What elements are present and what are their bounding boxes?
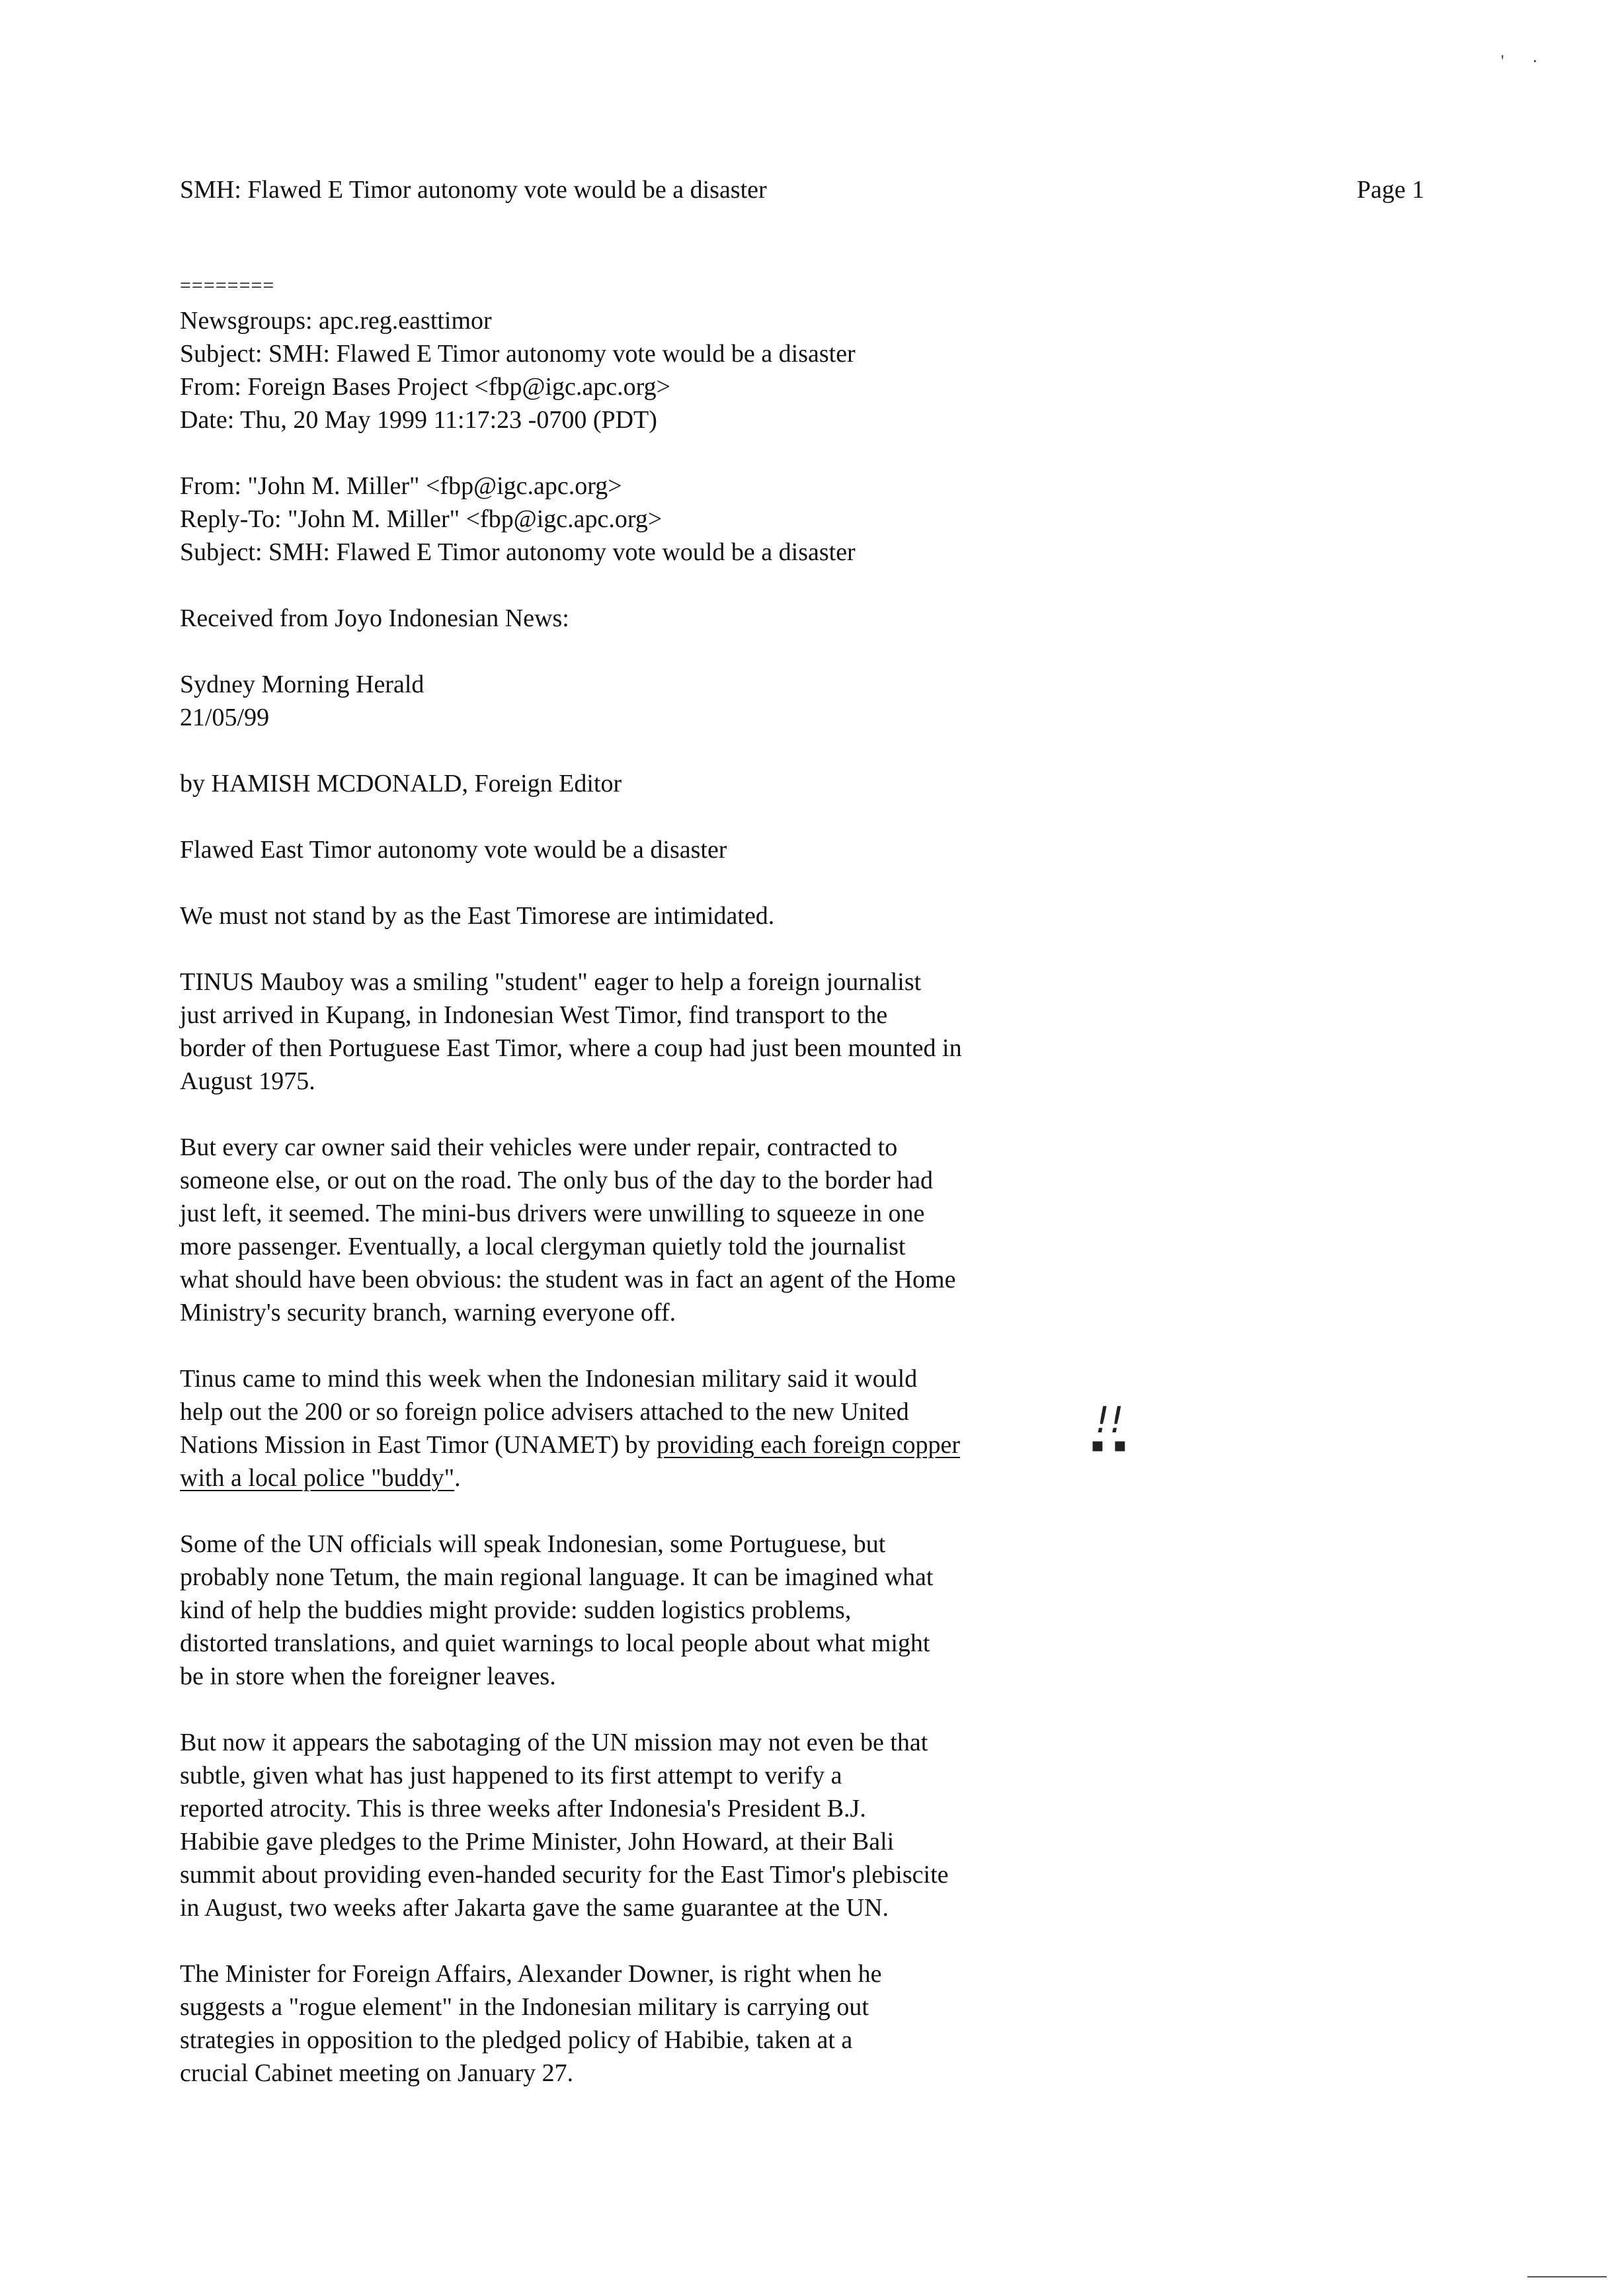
paragraph-line: just arrived in Kupang, in Indonesian West Timor, find transport to the bbox=[180, 1001, 888, 1029]
paragraph-1 bbox=[180, 965, 1264, 1098]
paragraph-line: summit about providing even-handed security for the East Timor's plebiscite bbox=[180, 1861, 949, 1889]
paragraph-line: kind of help the buddies might provide: sudden logistics problems, bbox=[180, 1596, 852, 1624]
paragraph-text: . bbox=[454, 1464, 461, 1492]
header-newsgroups: Newsgroups: apc.reg.easttimor bbox=[180, 307, 492, 335]
spacer bbox=[180, 569, 1264, 602]
forwarded-headers bbox=[180, 470, 1264, 569]
spacer bbox=[180, 1495, 1264, 1528]
paragraph-line: distorted translations, and quiet warnings to local people about what might bbox=[180, 1629, 930, 1657]
newsgroup-headers bbox=[180, 304, 1264, 436]
forwarded-subject: Subject: SMH: Flawed E Timor autonomy vote would be a disaster bbox=[180, 538, 856, 566]
paragraph-line: crucial Cabinet meeting on January 27. bbox=[180, 2059, 574, 2087]
page-header-title: SMH: Flawed E Timor autonomy vote would be a disaster bbox=[180, 176, 767, 204]
spacer bbox=[180, 1329, 1264, 1362]
source-date: 21/05/99 bbox=[180, 704, 270, 731]
header-separator: ======== bbox=[180, 274, 275, 296]
paragraph-line: Ministry's security branch, warning everyone off. bbox=[180, 1299, 676, 1327]
handwritten-margin-mark bbox=[1090, 1399, 1129, 1457]
underlined-phrase: with a local police "buddy" bbox=[180, 1464, 455, 1492]
paragraph-line: suggests a "rogue element" in the Indonesian military is carrying out bbox=[180, 1993, 869, 2021]
paragraph-text: Nations Mission in East Timor (UNAMET) by bbox=[180, 1431, 657, 1459]
forwarded-from: From: "John M. Miller" <fbp@igc.apc.org> bbox=[180, 472, 622, 500]
paragraph-line: Some of the UN officials will speak Indonesian, some Portuguese, but bbox=[180, 1530, 886, 1558]
footer-rule bbox=[1527, 2276, 1607, 2277]
paragraph-line bbox=[180, 1461, 1264, 1495]
forwarded-reply-to: Reply-To: "John M. Miller" <fbp@igc.apc.org> bbox=[180, 505, 663, 533]
underlined-phrase: providing each foreign copper bbox=[656, 1431, 960, 1459]
paragraph-line: But now it appears the sabotaging of the UN mission may not even be that bbox=[180, 1729, 928, 1756]
header-subject: Subject: SMH: Flawed E Timor autonomy vote would be a disaster bbox=[180, 340, 856, 368]
page-number: Page 1 bbox=[1357, 176, 1425, 204]
paragraph-5 bbox=[180, 1726, 1264, 1924]
paragraph-line: what should have been obvious: the student was in fact an agent of the Home bbox=[180, 1266, 956, 1293]
paragraph-4 bbox=[180, 1528, 1264, 1693]
spacer bbox=[180, 800, 1264, 833]
article-headline: Flawed East Timor autonomy vote would be a disaster bbox=[180, 836, 727, 864]
source-publication: Sydney Morning Herald bbox=[180, 671, 424, 698]
spacer bbox=[180, 1693, 1264, 1726]
paragraph-line: help out the 200 or so foreign police advisers attached to the new United bbox=[180, 1398, 909, 1426]
paragraph-line: Tinus came to mind this week when the Indonesian military said it would bbox=[180, 1365, 918, 1393]
paragraph-line: The Minister for Foreign Affairs, Alexander Downer, is right when he bbox=[180, 1960, 882, 1988]
margin-mark-text: !! bbox=[1095, 1399, 1124, 1441]
paragraph-line: strategies in opposition to the pledged policy of Habibie, taken at a bbox=[180, 2026, 853, 2054]
received-from: Received from Joyo Indonesian News: bbox=[180, 604, 569, 632]
spacer bbox=[180, 866, 1264, 899]
article-subheadline: We must not stand by as the East Timorese are intimidated. bbox=[180, 902, 775, 930]
paragraph-line: TINUS Mauboy was a smiling "student" eager to help a foreign journalist bbox=[180, 968, 922, 996]
paragraph-line: more passenger. Eventually, a local clergyman quietly told the journalist bbox=[180, 1233, 906, 1260]
paragraph-line: border of then Portuguese East Timor, where a coup had just been mounted in bbox=[180, 1034, 962, 1062]
paragraph-line: reported atrocity. This is three weeks after Indonesia's President B.J. bbox=[180, 1795, 866, 1823]
corner-pen-marks: ' · bbox=[1501, 52, 1550, 71]
paragraph-line: Habibie gave pledges to the Prime Minister, John Howard, at their Bali bbox=[180, 1828, 895, 1856]
message-body bbox=[180, 271, 1264, 2090]
paragraph-2 bbox=[180, 1131, 1264, 1329]
header-date: Date: Thu, 20 May 1999 11:17:23 -0700 (PDT) bbox=[180, 406, 657, 434]
paragraph-line: just left, it seemed. The mini-bus drivers were unwilling to squeeze in one bbox=[180, 1200, 925, 1227]
spacer bbox=[180, 1924, 1264, 1957]
spacer bbox=[180, 436, 1264, 470]
paragraph-line: in August, two weeks after Jakarta gave the same guarantee at the UN. bbox=[180, 1894, 889, 1922]
paragraph-line: But every car owner said their vehicles were under repair, contracted to bbox=[180, 1133, 898, 1161]
header-from: From: Foreign Bases Project <fbp@igc.apc.org> bbox=[180, 373, 671, 401]
paragraph-line: probably none Tetum, the main regional language. It can be imagined what bbox=[180, 1563, 934, 1591]
spacer bbox=[180, 734, 1264, 767]
paragraph-line: someone else, or out on the road. The only bus of the day to the border had bbox=[180, 1167, 934, 1194]
spacer bbox=[180, 635, 1264, 668]
paragraph-line: August 1975. bbox=[180, 1067, 315, 1095]
byline: by HAMISH MCDONALD, Foreign Editor bbox=[180, 770, 622, 798]
paragraph-line: subtle, given what has just happened to its first attempt to verify a bbox=[180, 1762, 842, 1789]
margin-mark-dots: ▪ ▪ bbox=[1090, 1434, 1129, 1457]
spacer bbox=[180, 932, 1264, 965]
paragraph-6 bbox=[180, 1957, 1264, 2090]
spacer bbox=[180, 1098, 1264, 1131]
paragraph-line: be in store when the foreigner leaves. bbox=[180, 1662, 556, 1690]
